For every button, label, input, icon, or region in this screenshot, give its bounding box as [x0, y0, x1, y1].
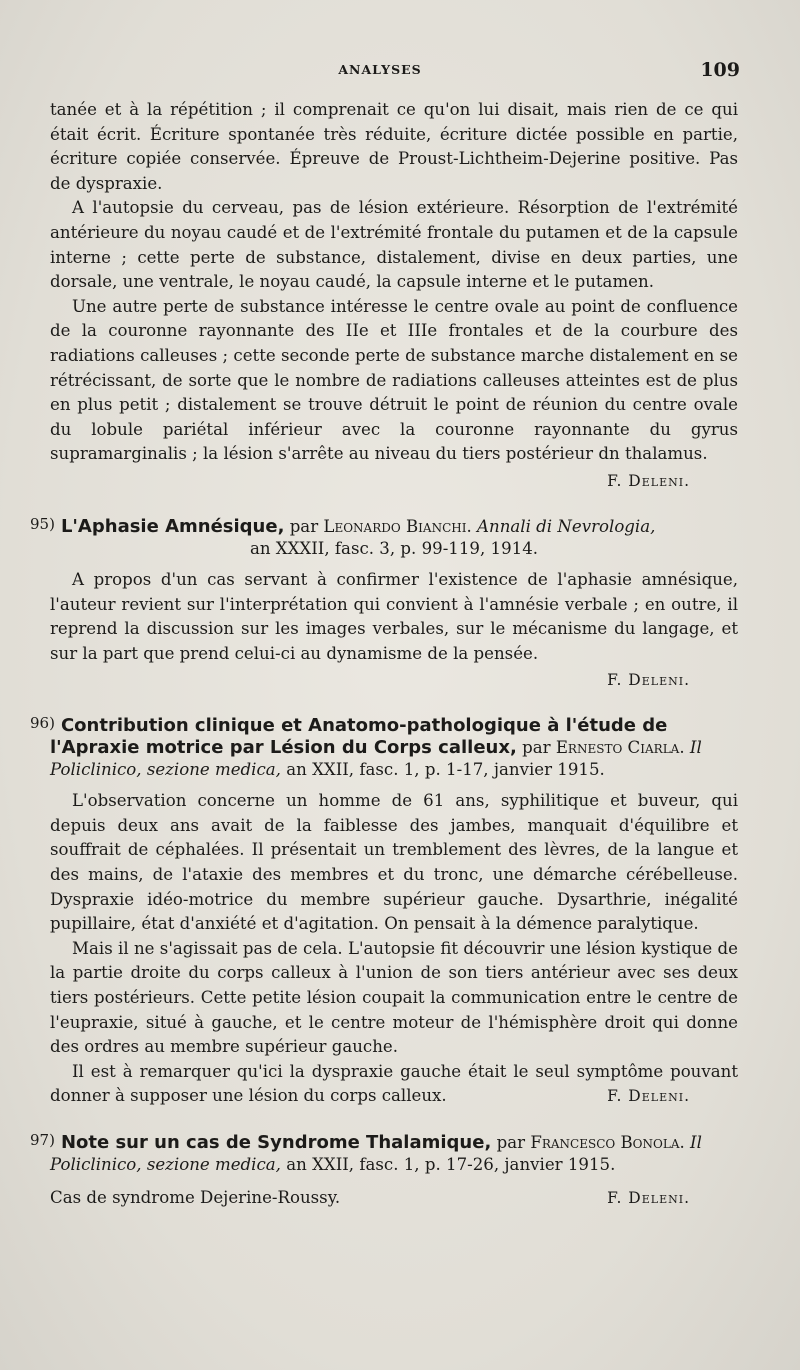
page-body	[30, 98, 738, 1211]
running-head-title: ANALYSES	[338, 62, 422, 77]
entry-citation: an XXXII, fasc. 3, p. 99-119, 1914.	[249, 538, 539, 558]
paragraph: Mais il ne s'agissait pas de cela. L'autopsie fit découvrir une lésion kystique de la partie droite du corps calleux à l'union de son tiers antérieur avec ses deux tiers postérieurs. Cette petite lésion coupait la communication entre le centre de l'eupraxie, situé à gauche, et le centre moteur de l'hémisphère droit qui donne des ordres au membre supérieur gauche.	[50, 938, 738, 1057]
entry-number: 96)	[30, 714, 55, 733]
par-word: par	[496, 1133, 526, 1152]
entry-author: Francesco Bonola.	[530, 1133, 685, 1152]
entry-number: 95)	[30, 514, 55, 533]
reviewer-signature: F. Deleni.	[607, 671, 690, 690]
entry-author: Leonardo Bianchi.	[323, 516, 472, 536]
entry-number: 97)	[30, 1131, 55, 1149]
continued-review	[50, 98, 738, 493]
entry-journal: Annali di Nevrologia,	[477, 516, 656, 536]
entry-heading	[30, 1129, 738, 1176]
entry-title: L'Aphasie Amnésique,	[60, 515, 285, 537]
paragraph: Une autre perte de substance intéresse le centre ovale au point de confluence de la couronne rayonnante des IIe et IIIe frontales et de la courbure des radiations calleuses ; cette seconde perte de substance marche distalement en se rétrécissant, de sorte que le nombre de radiations calleuses atteintes est de plus en plus petit ; distalement se trouve détruit le point de réunion du centre ovale du lobule pariétal inférieur avec la couronne rayonnante du gyrus supramarginalis ; la lésion s'arrête au niveau du tiers postérieur dn thalamus.	[50, 296, 738, 464]
paragraph: tanée et à la répétition ; il comprenait ce qu'on lui disait, mais rien de ce qui était écrit. Écriture spontanée très réduite, écriture dictée possible en partie, écriture copiée conservée. Épreuve de Proust-Lichtheim-Dejerine positive. Pas de dyspraxie.	[50, 100, 738, 193]
par-word: par	[289, 516, 319, 536]
page-number: 109	[700, 59, 740, 81]
entry-citation: an XXII, fasc. 1, p. 1-17, janvier 1915.	[286, 760, 605, 780]
paragraph: A propos d'un cas servant à confirmer l'existence de l'aphasie amnésique, l'auteur revient sur l'interprétation qui convient à l'amnésie verbale ; en outre, il reprend la discussion sur les images verbales, sur le mécanisme du langage, et sur la part que prend celui-ci au dynamisme de la pensée.	[50, 569, 738, 663]
review-entry-97	[30, 1129, 738, 1211]
running-head	[0, 59, 800, 86]
par-word: par	[522, 738, 551, 758]
paragraph	[50, 1060, 738, 1109]
entry-summary: Cas de syndrome Dejerine-Roussy.	[50, 1188, 341, 1207]
entry-title: Contribution clinique et Anatomo-pathologique à l'étude de l'Apraxie motrice par Lésion du Corps calleux,	[50, 715, 668, 759]
entry-heading	[30, 712, 738, 781]
reviewer-signature: F. Deleni.	[607, 471, 690, 490]
entry-citation: an XXII, fasc. 1, p. 17-26, janvier 1915.	[286, 1155, 616, 1174]
entry-journal: Il Policlinico, sezione medica,	[50, 738, 702, 780]
entry-journal: Il Policlinico, sezione medica,	[50, 1133, 702, 1174]
entry-summary-row	[50, 1186, 738, 1211]
paragraph: L'observation concerne un homme de 61 ans, syphilitique et buveur, qui depuis deux ans avait de la faiblesse des jambes, manquait d'équilibre et souffrait de céphalées. Il présentait un tremblement des lèvres, de la langue et des mains, de l'ataxie des membres et du tronc, une démarche cérébelleuse. Dyspraxie idéo-motrice du membre supérieur gauche. Dysarthrie, inégalité pupillaire, état d'anxiété et d'agitation. On pensait à la démence paralytique.	[50, 791, 738, 934]
entry-heading	[30, 513, 738, 560]
reviewer-signature: F. Deleni.	[607, 1189, 690, 1207]
reviewer-signature: F. Deleni.	[607, 1087, 690, 1106]
review-entry-95	[30, 513, 738, 692]
entry-title: Note sur un cas de Syndrome Thalamique,	[60, 1132, 492, 1153]
entry-author: Ernesto Ciarla.	[555, 738, 685, 758]
paragraph: A l'autopsie du cerveau, pas de lésion extérieure. Résorption de l'extrémité antérieure du noyau caudé et de l'extrémité frontale du putamen et de la capsule interne ; cette perte de substance, distalement, divise en deux parties, une dorsale, une ventrale, le noyau caudé, la capsule interne et le putamen.	[50, 198, 738, 292]
review-entry-96	[30, 712, 738, 1109]
closing-sentence: Il est à remarquer qu'ici la dyspraxie gauche était le seul symptôme pouvant donner à supposer une lésion du corps calleux.	[50, 1061, 738, 1106]
